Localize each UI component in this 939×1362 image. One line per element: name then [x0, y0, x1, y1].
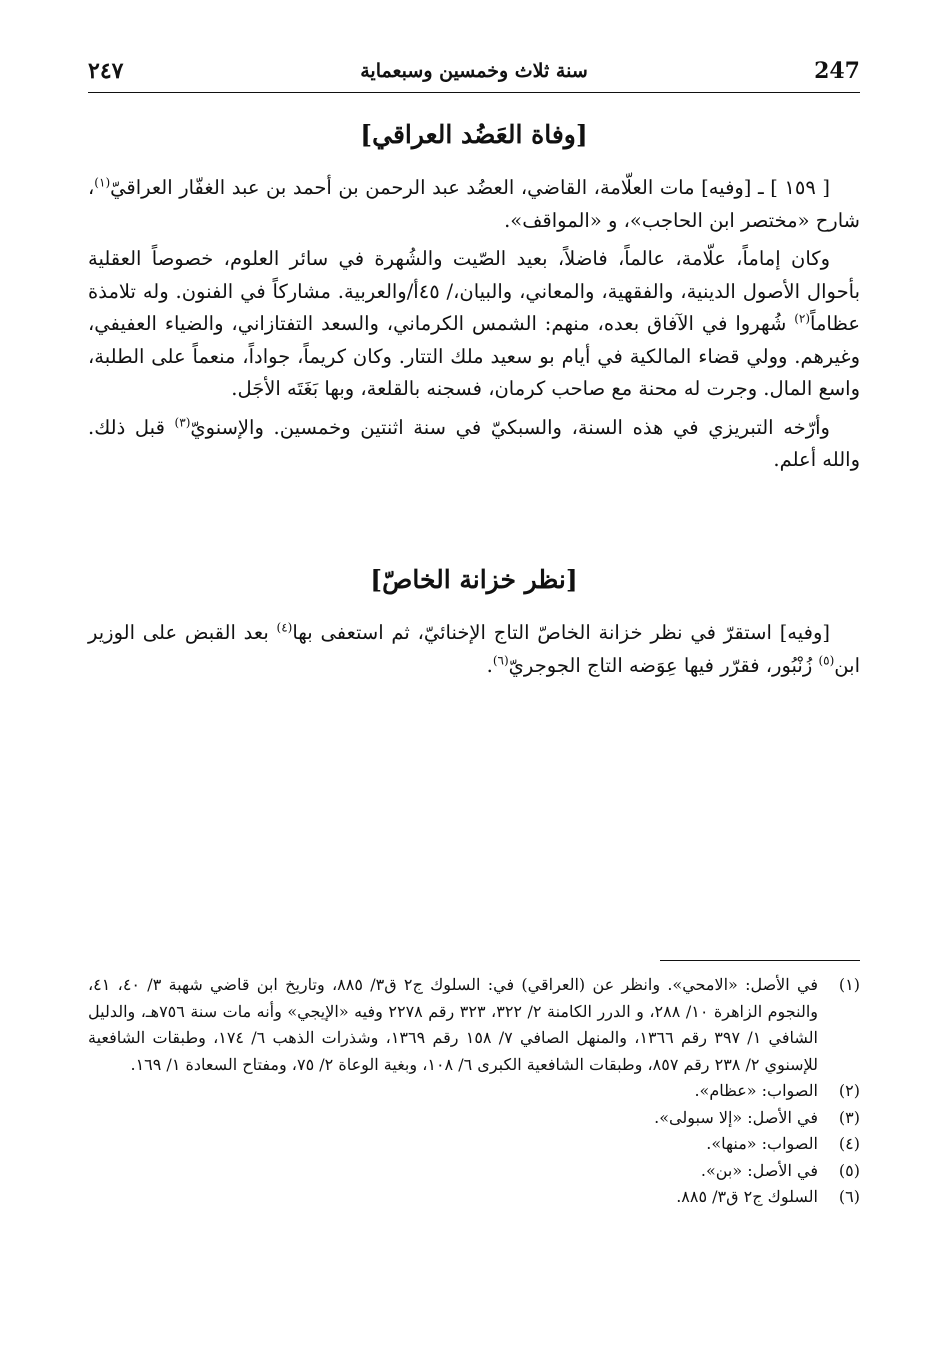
footnote-number: (٦): [838, 1187, 860, 1206]
footnote-item: [88, 1184, 860, 1211]
paragraph-text: قبل ذلك. والله أعلم.: [88, 415, 860, 471]
footnote-item: [88, 972, 860, 1078]
footnote-ref[interactable]: (٤): [276, 620, 293, 635]
footnote-number: (٥): [838, 1160, 860, 1180]
footnote-number: (٢): [838, 1081, 860, 1100]
paragraph-text: وكان إماماً، علّامة، عالماً، فاضلاً، بعيد الصّيت والشُهرة في سائر العلوم، خصوصاً العقلية بأحوال الأصول الدينية، والفقهية، والمعاني، والبيان،/ ٤٥أ/والعربية. مشاركاً في الفنون. وله تلامذة عظاماً: [88, 247, 861, 335]
footnote-ref[interactable]: (٥): [818, 653, 835, 667]
paragraph-text: بعد القبض على الوزير ابن: [88, 621, 860, 677]
paragraph-text: ، شارح «مختصر ابن الحاجب»، و «المواقف».: [88, 176, 860, 232]
paragraph: [88, 412, 860, 477]
section-heading-death-of-adud: [وفاة العَضُد العراقي]: [360, 120, 588, 149]
section-body-private-treasury: [88, 617, 860, 688]
paragraph-text: زُنْبُور، فقرّر فيها عِوَضه التاج الجوجريّ: [508, 653, 819, 677]
paragraph-text: [ ١٥٩ ] ـ [وفيه] مات العلّامة، القاضي، العضُد عبد الرحمن بن أحمد بن عبد الغفّار العراقيّ: [110, 176, 830, 199]
footnote-text: في الأصل: «الامحي». وانظر عن (العراقي) في: السلوك ج٢ ق٣/ ٨٨٥، وتاريخ ابن قاضي شهبة ٣/ ٤٠، ٤١، والنجوم الزاهرة ١٠/ ٢٨٨، و الدرر الكامنة ٢/ ٣٢٢، ٣٢٣ رقم ٢٢٧٨ وفيه «الإيجي» وأنه مات سنة ٧٥٦هـ، والدليل الشافي ١/ ٣٩٧ رقم ١٣٦٦، والمنهل الصافي ٧/ ١٥٨ رقم ١٣٦٩، وشذرات الذهب ٦/ ١٧٤، وطبقات الشافعية للإسنوي ٢/ ٢٣٨ رقم ٨٥٧، وطبقات الشافعية الكبرى ٦/ ١٠٨، وبغية الوعاة ٢/ ٧٥، ومفتاح السعادة ١/ ١٦٩.: [88, 975, 819, 1074]
paragraph: [88, 243, 860, 406]
footnote-text: الصواب: «منها».: [706, 1134, 818, 1153]
header-divider: [88, 92, 860, 93]
footnote-text: السلوك ج٢ ق٣/ ٨٨٥.: [676, 1187, 818, 1206]
footnote-item: [88, 1078, 860, 1105]
running-title: سنة ثلاث وخمسين وسبعماية: [360, 60, 588, 82]
footnote-number: (٣): [838, 1107, 860, 1127]
paragraph-text: وأرّخه التبريزي في هذه السنة، والسبكيّ في سنة اثنتين وخمسين. والإسنويّ: [190, 415, 830, 439]
footnote-ref[interactable]: (٦): [492, 653, 509, 667]
paragraph: [88, 617, 860, 682]
footnotes: [88, 972, 860, 1211]
footnote-item: [88, 1131, 860, 1158]
paragraph-text: [وفيه] استقرّ في نظر خزانة الخاصّ التاج الإخنائيّ، ثم استعفى بها: [292, 621, 830, 644]
footnote-divider: [660, 960, 860, 961]
footnote-item: [88, 1158, 860, 1185]
paragraph-text: شُهروا في الآفاق بعده، منهم: الشمس الكرماني، والسعد التفتازاني، والضياء العفيفي، وغيرهم. وولي قضاء المالكية في أيام بو سعيد ملك التتار. وكان كريماً، جواداً، منعماً على الطلبة، واسع المال. وجرت له محنة مع صاحب كرمان، فسجنه بالقلعة، وبها بَغَتَه الأجَل.: [88, 312, 860, 400]
footnote-text: في الأصل: «إلا سبولى».: [654, 1107, 818, 1127]
paragraph: [88, 172, 860, 237]
section-heading-private-treasury: [نظر خزانة الخاصّ]: [370, 565, 578, 594]
footnote-text: الصواب: «عظام».: [694, 1081, 818, 1100]
section-body-death-of-adud: [88, 172, 860, 483]
paragraph-text: .: [486, 653, 493, 677]
footnote-item: [88, 1105, 860, 1132]
page-number-latin: 247: [814, 58, 860, 84]
footnote-ref[interactable]: (٣): [174, 415, 191, 429]
footnote-number: (١): [838, 975, 860, 994]
footnote-text: في الأصل: «بن».: [700, 1160, 818, 1180]
footnote-ref[interactable]: (١): [94, 175, 111, 190]
page-number-arabic: ٢٤٧: [88, 58, 124, 84]
footnote-number: (٤): [838, 1134, 860, 1153]
footnote-ref[interactable]: (٢): [794, 311, 811, 326]
running-header: [88, 58, 860, 88]
